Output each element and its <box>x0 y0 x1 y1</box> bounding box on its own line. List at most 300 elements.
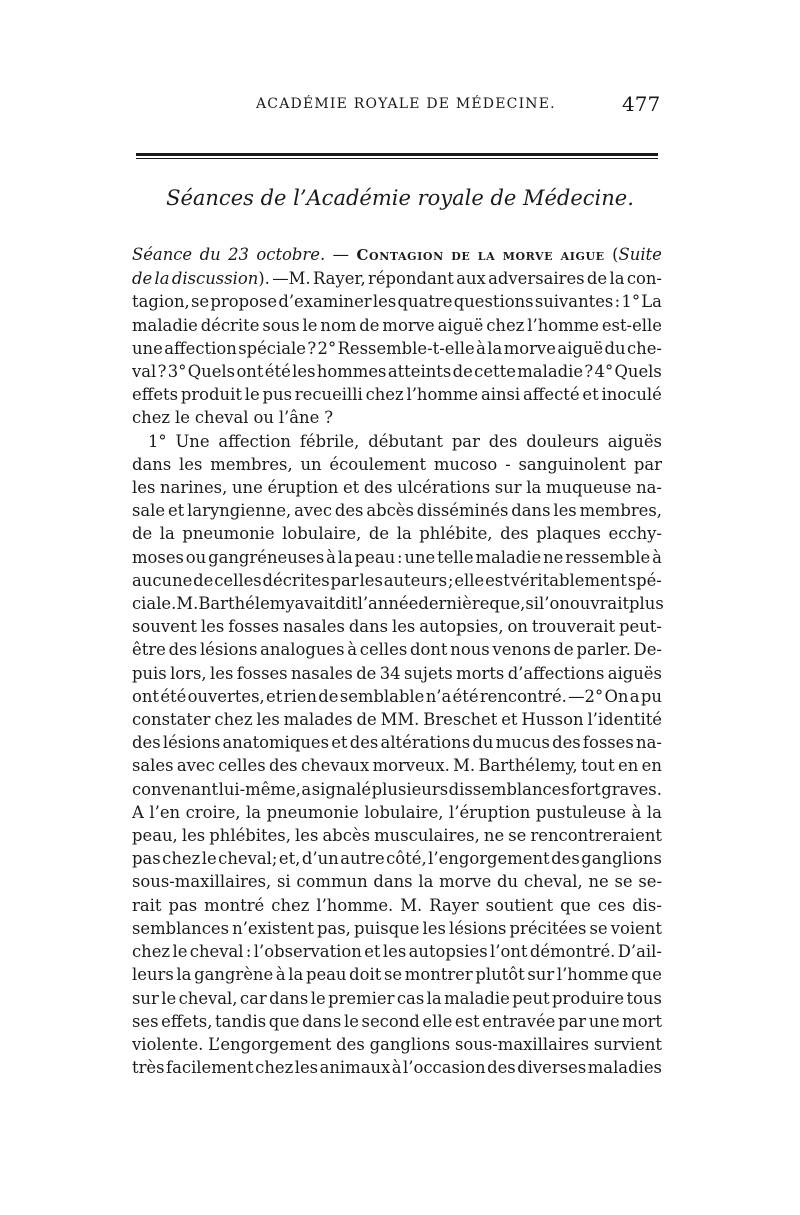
word: décrite <box>200 315 260 335</box>
word: et <box>501 710 518 730</box>
text-line <box>132 314 662 337</box>
word: plutôt <box>475 965 525 985</box>
word: MM. <box>380 710 420 730</box>
word: ouvertes, <box>187 686 265 706</box>
header-rule-thin <box>136 158 658 159</box>
word: Breschet <box>423 710 498 730</box>
word: du <box>497 872 519 892</box>
word: douleurs <box>526 431 599 451</box>
word: l’homme <box>406 385 479 405</box>
header-rule-thick <box>136 153 658 156</box>
word: venons <box>492 640 551 660</box>
word: aiguës <box>607 663 662 683</box>
text-line <box>132 638 662 661</box>
word: survient <box>593 1034 662 1054</box>
word: la <box>487 338 503 358</box>
word: des <box>336 1034 365 1054</box>
word: elle <box>454 570 485 590</box>
word: 1° <box>621 292 641 312</box>
word: signalé <box>311 779 372 799</box>
word: sale <box>132 501 166 521</box>
word: - <box>505 454 511 474</box>
word: tandis <box>215 1011 267 1031</box>
text-line <box>132 685 662 708</box>
word: che- <box>626 338 662 358</box>
word: fosses <box>582 733 634 753</box>
word: narines, <box>160 478 228 498</box>
word: dont <box>410 640 448 660</box>
text-line <box>132 569 662 592</box>
word: morve <box>382 315 435 335</box>
word: : <box>397 547 403 567</box>
word: à <box>347 640 358 660</box>
word: celles <box>214 570 262 590</box>
word: rencontré. <box>479 686 567 706</box>
word: de <box>356 663 377 683</box>
text-line <box>132 778 662 801</box>
word: dans <box>348 617 389 637</box>
word: sur <box>132 988 159 1008</box>
word: dit <box>335 594 358 614</box>
word: chez <box>132 408 171 428</box>
word: mort <box>622 1011 662 1031</box>
word: l’âne <box>278 408 320 428</box>
word: —M. <box>272 269 311 289</box>
word: les <box>132 478 156 498</box>
word: second <box>361 1011 420 1031</box>
word: véritablement <box>510 570 627 590</box>
word: propose <box>210 292 278 312</box>
text-line <box>132 963 662 986</box>
word: na- <box>636 733 662 753</box>
word: écoulement <box>329 454 427 474</box>
word: Contagion <box>356 246 444 264</box>
word: 23 <box>228 245 249 264</box>
word: été <box>264 362 291 382</box>
word: montré <box>204 895 265 915</box>
word: pu <box>640 686 662 706</box>
word: que <box>560 895 591 915</box>
word: éruption <box>267 478 339 498</box>
word: sous-maxillaires <box>455 1034 590 1054</box>
word: ? <box>157 362 167 382</box>
word: les <box>359 570 383 590</box>
word: atteints <box>387 362 452 382</box>
word: de <box>356 710 377 730</box>
word: na- <box>636 478 662 498</box>
word: membres, <box>579 501 662 521</box>
word: maladie <box>475 547 542 567</box>
text-line <box>132 592 662 615</box>
word: spéciale <box>238 338 306 358</box>
word: aux <box>456 269 486 289</box>
word: : <box>614 292 621 312</box>
word: pneumonie <box>182 524 275 544</box>
word: et <box>582 385 599 405</box>
word: plus <box>629 594 664 614</box>
word: aiguës <box>607 431 662 451</box>
word: dis- <box>632 895 662 915</box>
word: 3° <box>167 362 187 382</box>
word: se <box>614 872 633 892</box>
word: ? <box>307 338 317 358</box>
word: produit <box>180 385 242 405</box>
word: de <box>452 362 473 382</box>
word: les <box>292 362 316 382</box>
word: si <box>276 872 291 892</box>
word: n’existent <box>232 918 314 938</box>
word: hommes <box>316 362 387 382</box>
word: rencontreraient <box>530 826 662 846</box>
word: est-elle <box>601 315 662 335</box>
text-line <box>132 615 662 638</box>
word: n’a <box>425 686 452 706</box>
word: ces <box>597 895 626 915</box>
word: ; <box>447 570 454 590</box>
word: semblable <box>339 686 425 706</box>
word: gangrène <box>194 965 274 985</box>
word: l’homme <box>527 315 599 335</box>
word: souvent <box>132 617 197 637</box>
word: est <box>454 1011 480 1031</box>
word: cette <box>474 362 516 382</box>
article-body <box>132 243 662 1079</box>
word: morve <box>439 872 492 892</box>
word: sales <box>132 756 174 776</box>
word: la <box>154 269 170 289</box>
word: à <box>652 547 662 567</box>
word: par <box>557 1011 587 1031</box>
word: des <box>268 756 298 776</box>
word: altérations <box>380 733 471 753</box>
word: chez <box>486 315 525 335</box>
word: par <box>633 454 662 474</box>
word: puisque <box>353 918 420 938</box>
word: ne <box>543 547 564 567</box>
word: chez <box>132 942 171 962</box>
word: ou <box>253 408 274 428</box>
word: les <box>210 663 234 683</box>
word: est <box>485 570 510 590</box>
word: nasales <box>283 617 345 637</box>
word: auteurs <box>383 570 448 590</box>
word: l’homme. <box>316 895 394 915</box>
word: de <box>586 269 608 289</box>
word: de <box>132 269 153 289</box>
word: peau <box>305 965 347 985</box>
word: abcès <box>322 826 371 846</box>
word: suivantes <box>534 292 614 312</box>
word: analogues <box>260 640 345 660</box>
word: des <box>500 524 529 544</box>
word: dissemblances <box>448 779 570 799</box>
word: avec <box>294 501 333 521</box>
word: diverses <box>517 1058 587 1078</box>
word: musculaires, <box>374 826 480 846</box>
word: ressemble <box>565 547 651 567</box>
word: semblances <box>132 918 230 938</box>
word: le <box>174 408 190 428</box>
text-line <box>132 940 662 963</box>
word: disséminés <box>416 501 509 521</box>
word: tout <box>581 756 615 776</box>
word: puis <box>132 663 167 683</box>
word: l’engorgement <box>428 849 550 869</box>
word: cheval, <box>178 988 238 1008</box>
word: le <box>302 315 318 335</box>
word: précitées <box>509 918 587 938</box>
word: a <box>301 779 312 799</box>
word: dans <box>511 501 551 521</box>
word: commun <box>296 872 368 892</box>
word: l’ont <box>490 942 528 962</box>
word: être <box>132 640 166 660</box>
word: les <box>295 826 319 846</box>
word: sous-maxillaires, <box>132 872 272 892</box>
word: que <box>268 1011 300 1031</box>
word: à <box>275 965 286 985</box>
word: convenant <box>132 779 219 799</box>
word: cheval <box>189 942 244 962</box>
word: autre <box>340 849 385 869</box>
word: de <box>318 686 339 706</box>
word: chez <box>271 895 310 915</box>
section-title: Séances de l’Académie royale de Médecine. <box>166 186 634 210</box>
text-line <box>132 754 662 777</box>
word: plaques <box>536 524 601 544</box>
word: autopsies <box>408 942 488 962</box>
word: ecchy- <box>608 524 662 544</box>
word: de <box>451 246 471 264</box>
word: se <box>589 918 608 938</box>
word: cas <box>396 988 425 1008</box>
word: dans <box>302 1011 342 1031</box>
word: plusieurs <box>371 779 449 799</box>
word: La <box>641 292 662 312</box>
word: trouverait <box>531 617 616 637</box>
word: le <box>244 385 260 405</box>
word: val <box>132 362 157 382</box>
word: malades <box>283 710 353 730</box>
running-head: ACADÉMIE ROYALE DE MÉDECINE. <box>256 96 556 112</box>
word: du <box>604 338 626 358</box>
word: l’identité <box>587 710 662 730</box>
word: le <box>343 1011 359 1031</box>
word: se- <box>638 872 662 892</box>
word: les <box>372 292 397 312</box>
word: autopsies, <box>419 617 504 637</box>
word: ? <box>584 362 594 382</box>
word: constater <box>132 710 211 730</box>
word: gangréneuses <box>208 547 325 567</box>
word: fébrile, <box>299 431 360 451</box>
word: adversaires <box>488 269 585 289</box>
word: —2° <box>568 686 604 706</box>
word: (Suite <box>612 245 662 264</box>
word: démontré. <box>529 942 616 962</box>
word: des <box>132 733 161 753</box>
word: lésions <box>448 918 507 938</box>
text-line <box>132 360 662 383</box>
word: ganglions <box>369 1034 451 1054</box>
word: une <box>588 1011 620 1031</box>
word: questions <box>453 292 534 312</box>
word: morve <box>503 338 556 358</box>
word: entravée <box>482 1011 556 1031</box>
word: l’éruption <box>449 802 531 822</box>
word: morveux. <box>372 756 450 776</box>
word: discussion). <box>171 269 270 289</box>
word: répondant <box>368 269 454 289</box>
word: rien <box>283 686 317 706</box>
word: été <box>160 686 187 706</box>
word: recueilli <box>294 385 363 405</box>
word: quatre <box>397 292 453 312</box>
text-line <box>132 290 662 313</box>
word: les <box>181 826 206 846</box>
word: spé- <box>627 570 662 590</box>
word: les <box>294 1058 319 1078</box>
word: aigue <box>560 246 605 264</box>
text-line <box>132 522 662 545</box>
word: se <box>384 965 403 985</box>
word: voient <box>610 918 662 938</box>
word: de <box>193 570 214 590</box>
word: la <box>426 988 442 1008</box>
word: mucoso <box>433 454 498 474</box>
word: morts <box>456 663 505 683</box>
word: chevaux <box>300 756 370 776</box>
word: lobulaire, <box>282 524 362 544</box>
word: sous <box>262 315 300 335</box>
text-line <box>132 987 662 1010</box>
word: pustuleuse <box>535 802 627 822</box>
word: octobre. <box>256 245 326 264</box>
word: tagion, <box>132 292 190 312</box>
word: les <box>553 501 577 521</box>
word: les <box>382 942 407 962</box>
word: graves. <box>601 779 662 799</box>
word: a <box>629 686 640 706</box>
word: des <box>363 478 393 498</box>
word: maladie <box>132 315 198 335</box>
word: leurs <box>132 965 174 985</box>
word: et, <box>278 849 301 869</box>
word: peau <box>354 547 396 567</box>
word: sur <box>494 478 522 498</box>
word: et <box>331 733 348 753</box>
word: produire <box>552 988 625 1008</box>
word: nous <box>450 640 490 660</box>
word: par <box>451 431 480 451</box>
word: nasales <box>290 663 353 683</box>
page-number: 477 <box>622 92 661 116</box>
word: l’année <box>357 594 419 614</box>
word: parler. <box>576 640 631 660</box>
word: car <box>239 988 267 1008</box>
word: les <box>422 918 446 938</box>
word: du <box>472 733 494 753</box>
word: 2° <box>317 338 337 358</box>
word: Rayer, <box>312 269 366 289</box>
word: ont <box>132 686 160 706</box>
word: et <box>266 686 283 706</box>
word: le <box>172 942 188 962</box>
word: phlébite, <box>419 524 493 544</box>
word: se <box>508 826 527 846</box>
text-line <box>132 453 662 476</box>
word: peut <box>512 988 550 1008</box>
word: été <box>452 686 479 706</box>
word: M. <box>176 594 199 614</box>
word: les <box>200 617 225 637</box>
word: de <box>132 524 153 544</box>
word: ganglions <box>581 849 662 869</box>
word: con- <box>626 269 662 289</box>
word: aucune <box>132 570 193 590</box>
word: peut- <box>619 617 662 637</box>
word: avec <box>176 756 215 776</box>
word: la <box>337 547 353 567</box>
word: de <box>368 524 390 544</box>
word: ont <box>236 362 264 382</box>
word: d’examiner <box>278 292 372 312</box>
word: la <box>246 802 262 822</box>
word: l’on <box>539 594 570 614</box>
word: la <box>288 965 304 985</box>
word: 34 <box>379 663 401 683</box>
word: pas, <box>317 918 351 938</box>
word: l’en <box>149 802 181 822</box>
word: croire, <box>185 802 241 822</box>
word: nom <box>320 315 357 335</box>
word: un <box>300 454 322 474</box>
text-line <box>132 801 662 824</box>
word: le <box>310 988 326 1008</box>
word: De- <box>633 640 662 660</box>
word: côté, <box>386 849 427 869</box>
word: moses <box>132 547 184 567</box>
word: des <box>334 501 364 521</box>
word: les <box>391 617 416 637</box>
word: des <box>349 733 379 753</box>
word: effets, <box>161 1011 213 1031</box>
word: la <box>396 524 412 544</box>
word: membres, <box>210 454 293 474</box>
word: sanguinolent <box>518 454 627 474</box>
word: maladies <box>587 1058 662 1078</box>
word: cheval; <box>218 849 278 869</box>
word: des <box>551 849 580 869</box>
word: des <box>488 431 518 451</box>
word: des <box>168 640 198 660</box>
word: : <box>245 942 252 962</box>
word: telle <box>437 547 474 567</box>
word: avait <box>294 594 336 614</box>
word: si <box>525 594 540 614</box>
text-line <box>132 546 662 569</box>
word: ciale. <box>132 594 177 614</box>
word: ne <box>588 872 609 892</box>
text-line <box>132 847 662 870</box>
word: d’affections <box>507 663 605 683</box>
word: la <box>176 965 192 985</box>
word: Rayer <box>429 895 479 915</box>
word: elle <box>422 1011 453 1031</box>
word: la <box>477 246 496 264</box>
word: et <box>167 501 185 521</box>
word: les <box>179 454 203 474</box>
